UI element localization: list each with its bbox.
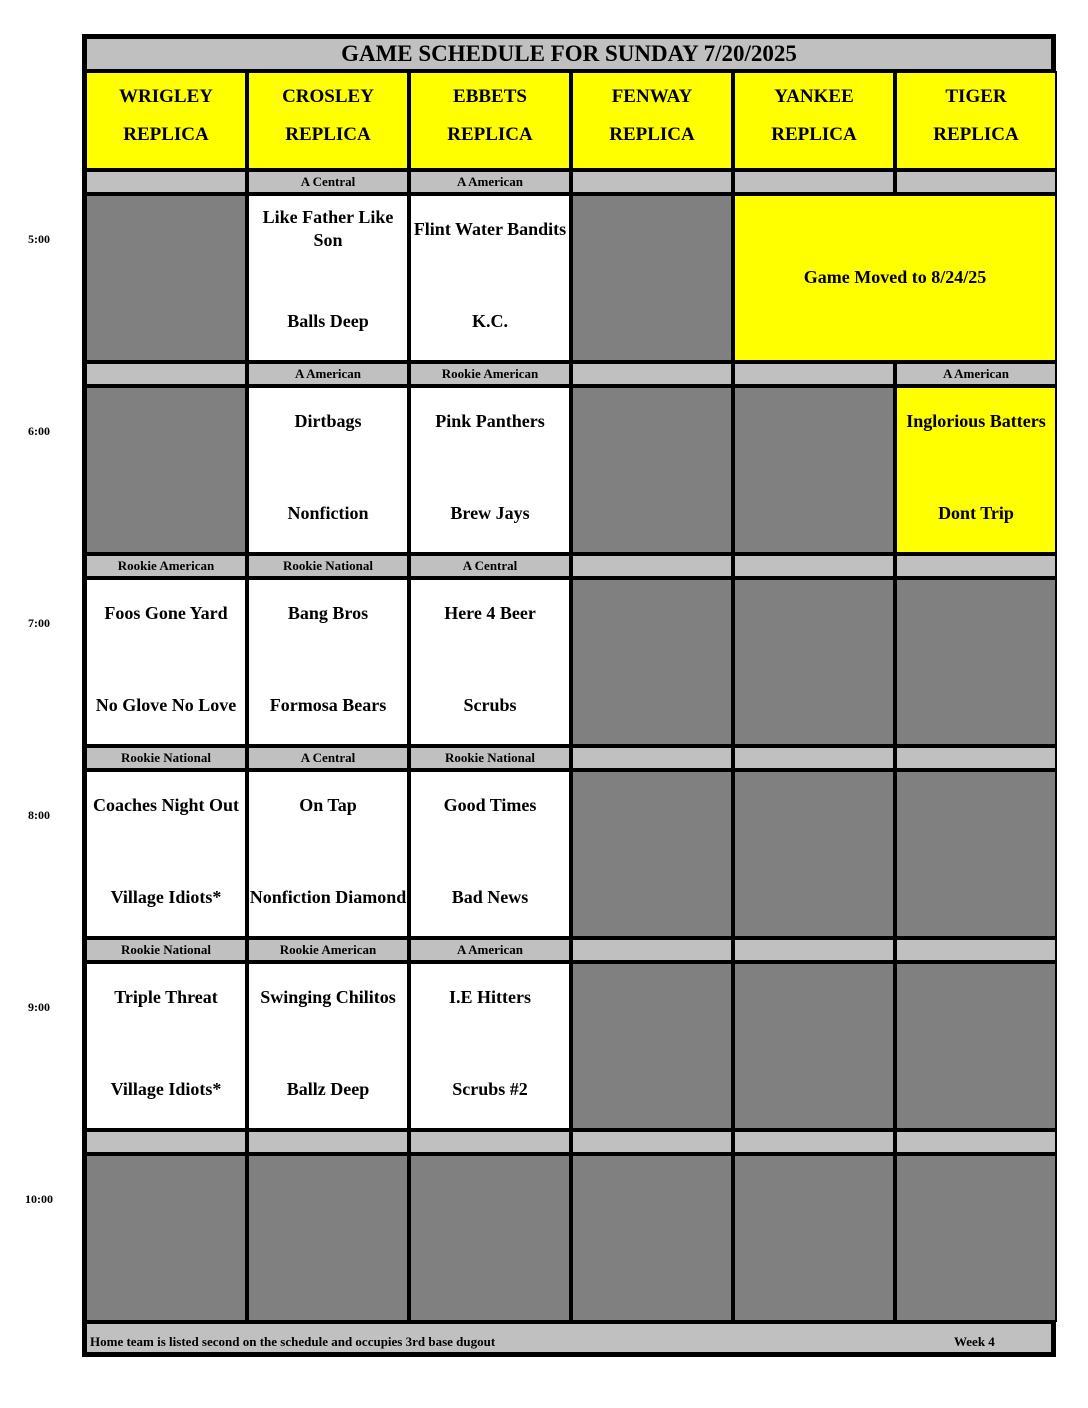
game-cell xyxy=(247,194,409,362)
away-team: Foos Gone Yard xyxy=(104,602,228,623)
empty-slot xyxy=(571,962,733,1130)
game-cell xyxy=(85,962,247,1130)
away-team: Swinging Chilitos xyxy=(260,986,396,1007)
game-cell xyxy=(409,962,571,1130)
empty-slot xyxy=(247,1154,409,1322)
empty-slot xyxy=(733,1154,895,1322)
game-cell xyxy=(409,578,571,746)
division-label xyxy=(733,1130,895,1154)
field-name: FENWAY xyxy=(611,86,693,107)
empty-slot xyxy=(409,1154,571,1322)
schedule-sheet xyxy=(82,34,1056,1357)
division-label: A Central xyxy=(247,746,409,770)
time-label: 10:00 xyxy=(25,1192,53,1206)
away-team: Coaches Night Out xyxy=(92,794,239,815)
game-cell xyxy=(247,770,409,938)
field-name: CROSLEY xyxy=(282,86,374,107)
field-header-crosley xyxy=(247,71,409,170)
division-label xyxy=(895,938,1057,962)
division-label xyxy=(571,746,733,770)
empty-slot xyxy=(571,578,733,746)
game-cell xyxy=(247,386,409,554)
division-label: A American xyxy=(895,362,1057,386)
field-subtitle: REPLICA xyxy=(609,124,695,145)
division-label: A American xyxy=(409,938,571,962)
division-label xyxy=(571,938,733,962)
home-team: Balls Deep xyxy=(287,310,369,331)
empty-slot xyxy=(571,1154,733,1322)
division-label xyxy=(571,1130,733,1154)
division-label xyxy=(733,938,895,962)
home-team: Nonfiction xyxy=(287,502,369,523)
home-team: No Glove No Love xyxy=(95,694,237,715)
division-label xyxy=(733,170,895,194)
empty-slot xyxy=(571,386,733,554)
away-team: Like Father Like Son xyxy=(262,207,394,250)
home-team: Village Idiots* xyxy=(110,1078,222,1099)
away-team: I.E Hitters xyxy=(449,986,531,1007)
home-team: Formosa Bears xyxy=(269,694,387,715)
empty-slot xyxy=(895,578,1057,746)
division-label xyxy=(85,1130,247,1154)
home-team: Bad News xyxy=(451,886,529,907)
time-label: 7:00 xyxy=(28,616,50,630)
division-label xyxy=(733,746,895,770)
footer-note: Home team is listed second on the schedule and occupies 3rd base dugout xyxy=(90,1334,496,1349)
away-team: Inglorious Batters xyxy=(906,410,1046,431)
empty-slot xyxy=(733,962,895,1130)
home-team: Scrubs #2 xyxy=(452,1078,528,1099)
empty-slot xyxy=(733,578,895,746)
empty-slot xyxy=(895,1154,1057,1322)
game-cell xyxy=(409,386,571,554)
division-label xyxy=(733,554,895,578)
division-label: A Central xyxy=(409,554,571,578)
field-subtitle: REPLICA xyxy=(285,124,371,145)
field-header-tiger xyxy=(895,71,1057,170)
division-label: Rookie American xyxy=(85,554,247,578)
division-label xyxy=(571,170,733,194)
empty-slot xyxy=(85,194,247,362)
division-label xyxy=(85,362,247,386)
division-label: Rookie American xyxy=(247,938,409,962)
home-team: Ballz Deep xyxy=(286,1078,370,1099)
empty-slot xyxy=(571,194,733,362)
division-label xyxy=(733,362,895,386)
empty-slot xyxy=(895,770,1057,938)
empty-slot xyxy=(571,770,733,938)
division-label: A American xyxy=(247,362,409,386)
home-team: Dont Trip xyxy=(938,502,1014,523)
field-header-fenway xyxy=(571,71,733,170)
division-label xyxy=(247,1130,409,1154)
division-label xyxy=(85,170,247,194)
time-label: 9:00 xyxy=(28,1000,50,1014)
page-title: GAME SCHEDULE FOR SUNDAY 7/20/2025 xyxy=(85,37,1053,71)
home-team: Nonfiction Diamond xyxy=(249,886,407,907)
division-label xyxy=(895,1130,1057,1154)
empty-slot xyxy=(85,386,247,554)
field-name: WRIGLEY xyxy=(119,86,213,107)
away-team: Pink Panthers xyxy=(435,410,545,431)
week-label: Week 4 xyxy=(954,1334,995,1349)
field-subtitle: REPLICA xyxy=(123,124,209,145)
away-team: Here 4 Beer xyxy=(444,602,536,623)
home-team: Scrubs xyxy=(463,694,517,715)
empty-slot xyxy=(85,1154,247,1322)
field-subtitle: REPLICA xyxy=(933,124,1019,145)
division-label: A Central xyxy=(247,170,409,194)
game-cell xyxy=(247,578,409,746)
home-team: Brew Jays xyxy=(450,502,530,523)
footer-bar xyxy=(85,1322,1053,1354)
time-label: 8:00 xyxy=(28,808,50,822)
division-label: A American xyxy=(409,170,571,194)
division-label xyxy=(409,1130,571,1154)
field-name: YANKEE xyxy=(774,86,854,107)
division-label: Rookie National xyxy=(247,554,409,578)
game-moved-notice: Game Moved to 8/24/25 xyxy=(733,194,1057,362)
away-team: Good Times xyxy=(443,794,537,815)
division-label xyxy=(571,362,733,386)
game-cell xyxy=(247,962,409,1130)
away-team: Bang Bros xyxy=(287,602,369,623)
empty-slot xyxy=(733,386,895,554)
field-header-ebbets xyxy=(409,71,571,170)
home-team: Village Idiots* xyxy=(110,886,222,907)
time-label: 6:00 xyxy=(28,424,50,438)
game-cell xyxy=(409,770,571,938)
field-subtitle: REPLICA xyxy=(771,124,857,145)
game-cell xyxy=(85,578,247,746)
empty-slot xyxy=(895,962,1057,1130)
time-label: 5:00 xyxy=(28,232,50,246)
division-label: Rookie National xyxy=(409,746,571,770)
home-team: K.C. xyxy=(472,310,508,331)
game-cell xyxy=(895,386,1057,554)
division-label xyxy=(571,554,733,578)
game-cell xyxy=(85,770,247,938)
field-name: TIGER xyxy=(945,86,1007,107)
division-label xyxy=(895,170,1057,194)
away-team: Flint Water Bandits xyxy=(413,218,567,239)
division-label xyxy=(895,746,1057,770)
division-label xyxy=(895,554,1057,578)
game-cell xyxy=(409,194,571,362)
field-name: EBBETS xyxy=(453,86,527,107)
empty-slot xyxy=(733,770,895,938)
away-team: Dirtbags xyxy=(294,410,362,431)
division-label: Rookie National xyxy=(85,938,247,962)
division-label: Rookie American xyxy=(409,362,571,386)
field-subtitle: REPLICA xyxy=(447,124,533,145)
division-label: Rookie National xyxy=(85,746,247,770)
field-header-yankee xyxy=(733,71,895,170)
field-header-wrigley xyxy=(85,71,247,170)
away-team: On Tap xyxy=(299,794,357,815)
away-team: Triple Threat xyxy=(114,986,218,1007)
